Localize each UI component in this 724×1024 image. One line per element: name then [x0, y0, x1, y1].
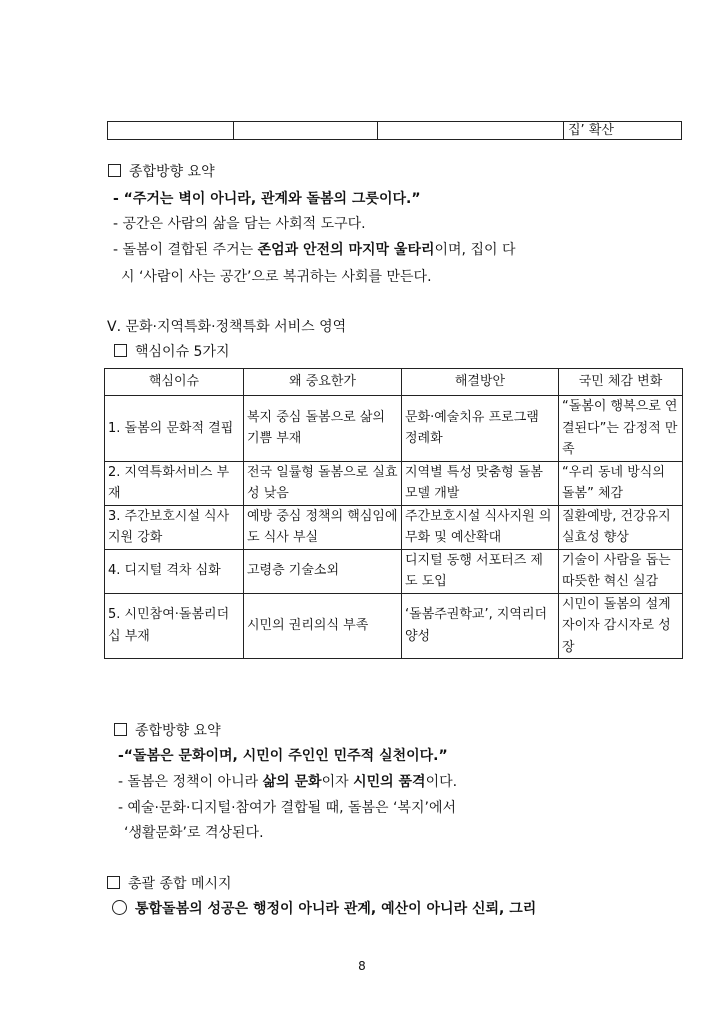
summary-line: 시 ‘사람이 사는 공간’으로 복귀하는 사회를 만든다.: [121, 269, 432, 285]
table-header: 해결방안: [402, 369, 559, 396]
section-title: Ⅴ. 문화·지역특화·정책특화 서비스 영역: [107, 319, 347, 335]
table-row: [105, 549, 683, 593]
table-cell: “우리 동네 방식의 돌봄” 체감: [559, 461, 683, 505]
table-cell: 집’ 확산: [564, 122, 682, 140]
sub-heading: 핵심이슈 5가지: [114, 343, 230, 361]
previous-table-fragment: [107, 121, 682, 140]
table-row: [105, 505, 683, 549]
summary-heading: 종합방향 요약: [114, 722, 221, 740]
table-cell: ‘돌봄주권학교’, 지역리더 양성: [402, 593, 559, 659]
table-cell: 2. 지역특화서비스 부재: [105, 461, 244, 505]
table-header: 국민 체감 변화: [559, 369, 683, 396]
table-cell: 시민이 돌봄의 설계자이자 감시자로 성장: [559, 593, 683, 659]
overall-message: 통합돌봄의 성공은 행정이 아니라 관계, 예산이 아니라 신뢰, 그리: [112, 900, 536, 918]
table-header-row: [105, 369, 683, 396]
table-cell: 고령층 기술소외: [244, 549, 402, 593]
summary-line: - 예술·문화·디지털·참여가 결합될 때, 돌봄은 ‘복지’에서: [118, 800, 457, 816]
table-cell: 주간보호시설 식사지원 의무화 및 예산확대: [402, 505, 559, 549]
table-header: 왜 중요한가: [244, 369, 402, 396]
checkbox-square-icon: [108, 164, 121, 177]
summary-line: - 돌봄이 결합된 주거는 존엄과 안전의 마지막 울타리이며, 집이 다: [113, 242, 516, 258]
checkbox-square-icon: [114, 723, 127, 736]
table-cell: 5. 시민참여·돌봄리더십 부재: [105, 593, 244, 659]
summary-heading: 종합방향 요약: [108, 163, 215, 181]
checkbox-square-icon: [107, 876, 120, 889]
table-cell: 4. 디지털 격차 심화: [105, 549, 244, 593]
overall-heading: 총괄 종합 메시지: [107, 875, 232, 893]
summary-line: - “주거는 벽이 아니라, 관계와 돌봄의 그릇이다.”: [113, 191, 421, 207]
table-cell: 지역별 특성 맞춤형 돌봄모델 개발: [402, 461, 559, 505]
table-cell: 문화·예술치유 프로그램 정례화: [402, 396, 559, 462]
table-header: 핵심이슈: [105, 369, 244, 396]
table-cell: 3. 주간보호시설 식사지원 강화: [105, 505, 244, 549]
key-issues-table: [104, 368, 683, 659]
table-cell: 시민의 권리의식 부족: [244, 593, 402, 659]
table-cell: 예방 중심 정책의 핵심임에도 식사 부실: [244, 505, 402, 549]
table-cell: 복지 중심 돌봄으로 삶의 기쁨 부재: [244, 396, 402, 462]
summary-line: ‘생활문화’로 격상된다.: [124, 825, 264, 841]
table-cell: 질환예방, 건강유지 실효성 향상: [559, 505, 683, 549]
summary-line: - 돌봄은 정책이 아니라 삶의 문화이자 시민의 품격이다.: [118, 774, 458, 790]
table-row: [105, 593, 683, 659]
table-row: [105, 396, 683, 462]
summary-line: -“돌봄은 문화이며, 시민이 주인인 민주적 실천이다.”: [118, 748, 448, 764]
table-cell: 디지털 동행 서포터즈 제도 도입: [402, 549, 559, 593]
table-row: [105, 461, 683, 505]
table-cell: 기술이 사람을 돕는 따뜻한 혁신 실감: [559, 549, 683, 593]
table-cell: “돌봄이 행복으로 연결된다”는 감정적 만족: [559, 396, 683, 462]
summary-line: - 공간은 사람의 삶을 담는 사회적 도구다.: [113, 216, 366, 232]
table-cell: 1. 돌봄의 문화적 결핍: [105, 396, 244, 462]
page-number: 8: [358, 959, 366, 973]
checkbox-square-icon: [114, 344, 127, 357]
table-cell: 전국 일률형 돌봄으로 실효성 낮음: [244, 461, 402, 505]
circle-bullet-icon: [112, 900, 127, 915]
